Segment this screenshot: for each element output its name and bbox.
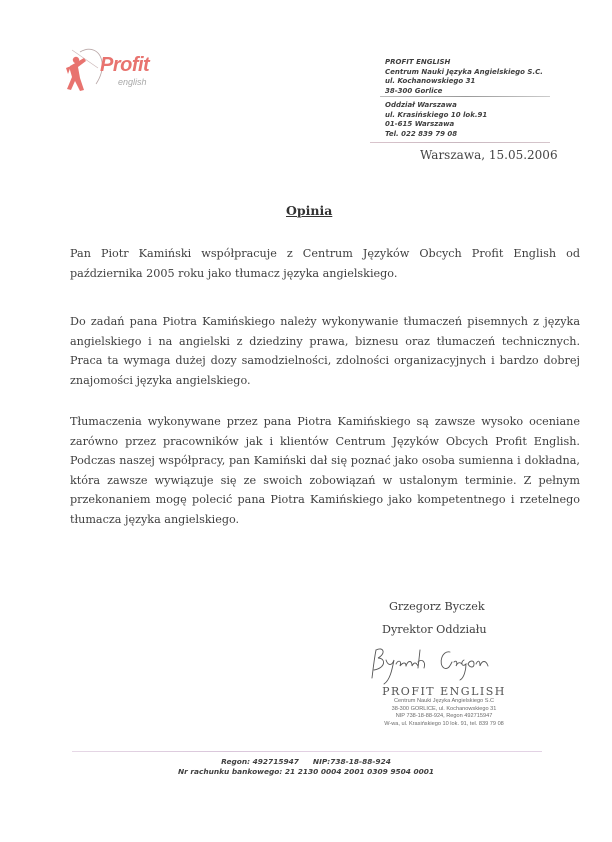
branch-street: ul. Krasińskiego 10 lok.91 bbox=[385, 110, 488, 119]
company-logo bbox=[62, 44, 162, 94]
company-street: ul. Kochanowskiego 31 bbox=[385, 77, 476, 85]
stamp-line: NIP 738-18-88-924, Regon 492715947 bbox=[395, 713, 493, 719]
footer-regon: Regon: 492715947 bbox=[221, 757, 299, 766]
company-name: PROFIT ENGLISH bbox=[385, 58, 451, 66]
letter-date: Warszawa, 15.05.2006 bbox=[420, 148, 558, 162]
company-stamp bbox=[364, 686, 524, 728]
paragraph-duties: Do zadań pana Piotra Kamińskiego należy wykonywanie tłumaczeń pisemnych z języka angielskiego i na angielski z dziedziny prawa, biznesu oraz tłumaczeń technicznych. Praca ta wymaga dużej dozy samodzielności, zdolności organizacyjnych i bardzo dobrej znajomości języka angielskiego. bbox=[70, 315, 580, 387]
branch-city: 01-615 Warszawa bbox=[385, 120, 455, 128]
stamp-line: Centrum Nauki Języka Angielskiego S.C bbox=[393, 698, 495, 704]
branch-divider bbox=[370, 142, 550, 143]
company-address-block bbox=[385, 58, 543, 96]
stamp-line: 38-300 GORLICE, ul. Kochanowskiego 31 bbox=[391, 705, 497, 712]
letter-title: Opinia bbox=[286, 203, 333, 218]
paragraph-recommendation: Tłumaczenia wykonywane przez pana Piotra Kamińskiego są zawsze wysoko oceniane zarówno przez pracowników jak i klientów Centrum Języków Obcych Profit English. Podczas naszej współpracy, pan Kamiński dał się poznać jako osoba sumienna i dokładna, która zawsze wywiązuje się ze swoich zobowiązań w ustalonym terminie. Z pełnym przekonaniem mogę polecić pana Piotra Kamińskiego jako kompetentnego i rzetelnego tłumacza języka angielskiego. bbox=[70, 415, 580, 526]
stamp-line: W-wa, ul. Krasińskiego 10 lok. 91, tel. 839 79 08 bbox=[384, 720, 504, 727]
signatory-role: Dyrektor Oddziału bbox=[382, 623, 487, 636]
footer bbox=[0, 757, 612, 777]
stamp-title: PROFIT ENGLISH bbox=[382, 685, 506, 698]
branch-name: Oddział Warszawa bbox=[385, 101, 457, 109]
signatory-name: Grzegorz Byczek bbox=[389, 600, 485, 613]
handwritten-signature bbox=[370, 640, 510, 690]
header-divider bbox=[380, 96, 550, 97]
branch-address-block bbox=[385, 101, 487, 139]
footer-divider bbox=[72, 751, 542, 752]
footer-bank-account: Nr rachunku bankowego: 21 2130 0004 2001 0309 9504 0001 bbox=[177, 767, 435, 776]
logo-subtitle: english bbox=[118, 77, 147, 87]
paragraph-intro: Pan Piotr Kamiński współpracuje z Centrum Języków Obcych Profit English od października 2005 roku jako tłumacz języka angielskiego. bbox=[70, 247, 580, 280]
company-full-name: Centrum Nauki Języka Angielskiego S.C. bbox=[385, 67, 543, 76]
footer-nip: NIP:738-18-88-924 bbox=[312, 757, 391, 766]
company-city: 38-300 Gorlice bbox=[385, 86, 443, 95]
logo-brand-text: Profit bbox=[100, 54, 150, 76]
branch-phone: Tel. 022 839 79 08 bbox=[385, 129, 458, 138]
